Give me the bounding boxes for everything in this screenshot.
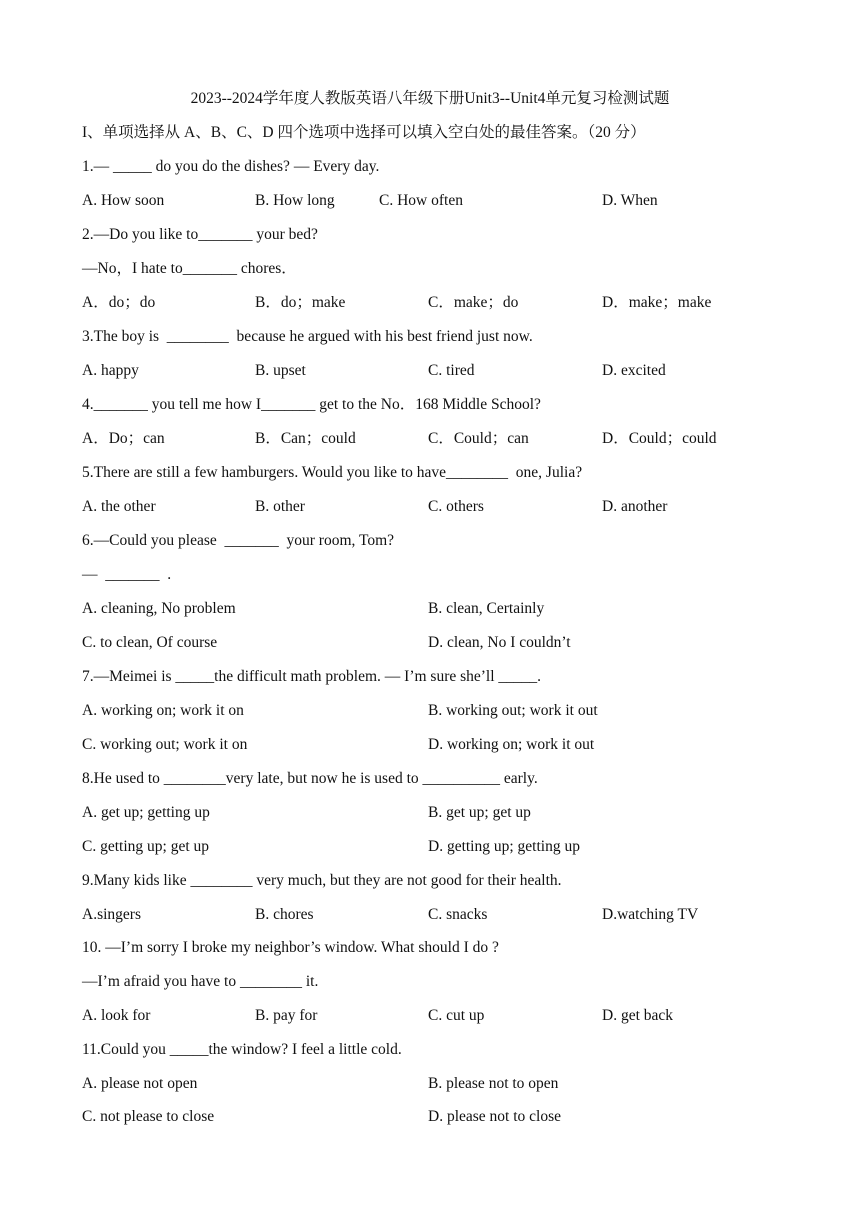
question-9-stem: 9.Many kids like ________ very much, but they are not good for their health. [82,872,562,889]
q9-option-a: A.singers [82,906,141,923]
q8-option-b: B. get up; get up [428,804,531,821]
question-7-stem: 7.—Meimei is _____the difficult math problem. — I’m sure she’ll _____. [82,668,542,685]
q4-option-c: C．Could；can [428,430,529,447]
q10-option-a: A. look for [82,1007,151,1024]
q1-option-a: A. How soon [82,192,165,209]
q9-option-c: C. snacks [428,906,488,923]
q8-option-d: D. getting up; getting up [428,838,580,855]
q7-option-a: A. working on; work it on [82,702,244,719]
q6-option-d: D. clean, No I couldn’t [428,634,571,651]
q7-option-b: B. working out; work it out [428,702,598,719]
q2-option-b: B．do；make [255,294,346,311]
question-10-stem: 10. —I’m sorry I broke my neighbor’s window. What should I do ? [82,939,499,956]
q11-option-d: D. please not to close [428,1108,562,1125]
q10-option-b: B. pay for [255,1007,318,1024]
question-8-stem: 8.He used to ________very late, but now he is used to __________ early. [82,770,538,787]
question-3-stem: 3.The boy is ________ because he argued with his best friend just now. [82,328,533,345]
q5-option-c: C. others [428,498,484,515]
q3-option-d: D. excited [602,362,666,379]
q4-option-b: B．Can；could [255,430,356,447]
q3-option-b: B. upset [255,362,306,379]
q11-option-b: B. please not to open [428,1075,559,1092]
question-6-stem-line2: — _______ . [82,566,172,583]
q6-option-a: A. cleaning, No problem [82,600,236,617]
question-2-stem-line2: —No，I hate to_______ chores． [82,260,297,277]
q2-option-d: D．make；make [602,294,712,311]
question-2-stem: 2.—Do you like to_______ your bed? [82,226,318,243]
q2-option-c: C．make；do [428,294,519,311]
q10-option-d: D. get back [602,1007,674,1024]
q3-option-a: A. happy [82,362,139,379]
q9-option-b: B. chores [255,906,314,923]
q6-option-b: B. clean, Certainly [428,600,545,617]
q6-option-c: C. to clean, Of course [82,634,218,651]
q1-option-d: D. When [602,192,658,209]
q2-option-a: A．do；do [82,294,156,311]
q7-option-c: C. working out; work it on [82,736,248,753]
q11-option-c: C. not please to close [82,1108,215,1125]
q3-option-c: C. tired [428,362,475,379]
question-4-stem: 4._______ you tell me how I_______ get to the No．168 Middle School? [82,396,541,413]
q1-option-b: B. How long [255,192,335,209]
question-5-stem: 5.There are still a few hamburgers. Would you like to have________ one, Julia? [82,464,583,481]
q5-option-d: D. another [602,498,668,515]
q7-option-d: D. working on; work it out [428,736,595,753]
q5-option-a: A. the other [82,498,156,515]
q4-option-d: D．Could；could [602,430,717,447]
question-11-stem: 11.Could you _____the window? I feel a little cold. [82,1041,402,1058]
q1-option-c: C. How often [379,192,463,209]
q11-option-a: A. please not open [82,1075,198,1092]
page-title: 2023--2024学年度人教版英语八年级下册Unit3--Unit4单元复习检测试题 [190,90,670,107]
q10-option-c: C. cut up [428,1007,485,1024]
q8-option-a: A. get up; getting up [82,804,210,821]
section-heading: I、单项选择从 A、B、C、D 四个选项中选择可以填入空白处的最佳答案。（20 分） [82,124,646,141]
q8-option-c: C. getting up; get up [82,838,210,855]
q9-option-d: D.watching TV [602,906,699,923]
q4-option-a: A．Do；can [82,430,165,447]
q5-option-b: B. other [255,498,305,515]
question-6-stem: 6.—Could you please _______ your room, Tom? [82,532,395,549]
question-10-stem-line2: —I’m afraid you have to ________ it. [82,973,319,990]
question-1-stem: 1.— _____ do you do the dishes? — Every day. [82,158,380,175]
